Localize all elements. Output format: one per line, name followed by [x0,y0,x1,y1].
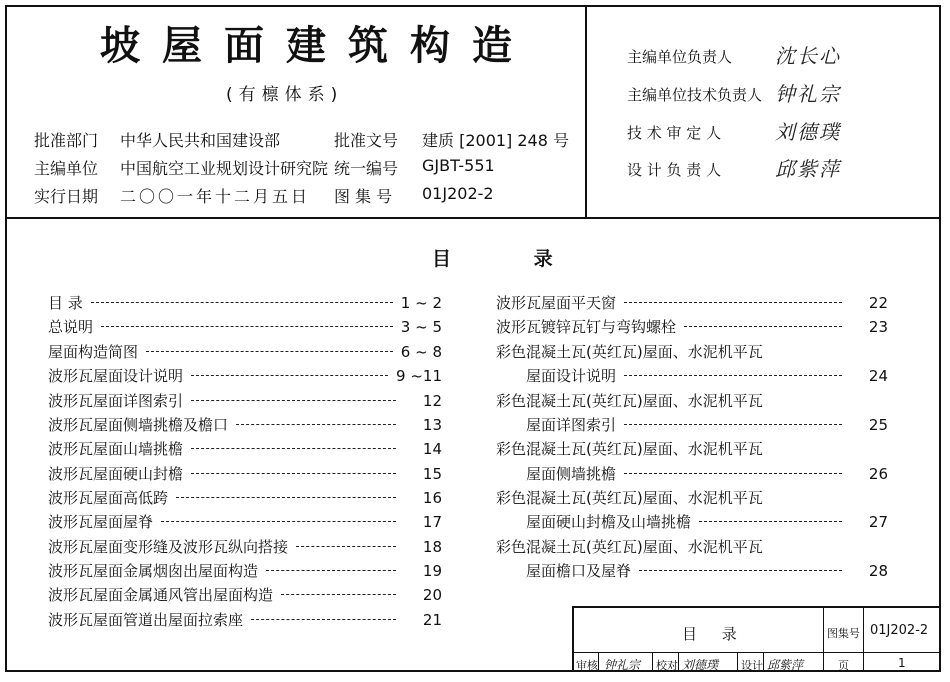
page-title: 坡屋面建筑构造 [100,23,534,69]
unified-no-label: 统一编号 [334,159,399,178]
leader-line [624,473,842,474]
responsible-role: 技 术 审 定 人 [627,124,722,142]
leader-line [91,302,393,303]
toc-entry[interactable] [496,292,888,314]
toc-entry[interactable] [48,560,442,582]
title-block-cell-rule [737,652,738,672]
toc-entry-page: 24 [868,367,888,385]
toc-entry-label: 波形瓦屋面设计说明 [48,367,184,385]
toc-entry-label: 屋面硬山封檐及山墙挑檐 [526,513,692,531]
toc-entry[interactable] [526,463,888,485]
toc-entry-heading: 彩色混凝土瓦(英红瓦)屋面、水泥机平瓦 [496,392,763,410]
responsible-signature: 钟礼宗 [775,82,841,106]
toc-entry-heading: 彩色混凝土瓦(英红瓦)屋面、水泥机平瓦 [496,538,763,556]
toc-entry[interactable] [48,609,442,631]
toc-entry-heading: 彩色混凝土瓦(英红瓦)屋面、水泥机平瓦 [496,343,763,361]
leader-line [624,302,842,303]
atlas-label: 图集号 [827,627,860,640]
atlas-no-label: 图 集 号 [334,187,393,206]
leader-line [266,570,396,571]
editor-unit-value: 中国航空工业规划设计研究院 [120,159,329,178]
toc-entry-page: 22 [868,294,888,312]
leader-line [296,546,396,547]
toc-entry-label: 屋面设计说明 [526,367,617,385]
header-divider [5,217,941,219]
toc-entry-heading: 彩色混凝土瓦(英红瓦)屋面、水泥机平瓦 [496,440,763,458]
toc-entry[interactable] [48,365,442,387]
leader-line [624,375,842,376]
toc-entry[interactable] [526,560,888,582]
design-signature: 邱紫萍 [767,658,804,672]
toc-entry[interactable] [48,536,442,558]
leader-line [161,521,396,522]
title-block-top-rule [572,606,940,608]
toc-entry-label: 屋面构造简图 [48,343,139,361]
effective-date-label: 实行日期 [34,187,99,206]
toc-entry[interactable] [526,414,888,436]
toc-entry-page: 27 [868,513,888,531]
title-block-cell-rule [652,652,653,672]
toc-entry[interactable] [526,511,888,533]
toc-entry[interactable] [48,341,442,363]
toc-entry-label: 波形瓦屋面金属通风管出屋面构造 [48,586,274,604]
leader-line [684,326,842,327]
toc-entry-label: 波形瓦屋面平天窗 [496,294,617,312]
toc-entry-page: 19 [422,562,442,580]
toc-entry[interactable] [48,316,442,338]
leader-line [101,326,393,327]
responsible-signature: 刘德璞 [775,120,841,144]
responsible-signature: 邱紫萍 [775,157,841,181]
toc-entry-page: 9 ~11 [396,367,442,385]
toc-entry-page: 12 [422,392,442,410]
title-block-left-rule [572,606,574,672]
toc-entry-heading: 彩色混凝土瓦(英红瓦)屋面、水泥机平瓦 [496,489,763,507]
toc-entry-page: 25 [868,416,888,434]
toc-entry-page: 3 ~ 5 [400,318,442,336]
leader-line [191,473,396,474]
toc-entry-label: 屋面详图索引 [526,416,617,434]
toc-entry[interactable] [48,292,442,314]
leader-line [251,619,396,620]
toc-entry-label: 波形瓦屋面硬山封檐 [48,465,184,483]
toc-entry-label: 波形瓦屋面屋脊 [48,513,154,531]
toc-entry[interactable] [48,390,442,412]
toc-entry-page: 16 [422,489,442,507]
toc-entry-page: 13 [422,416,442,434]
header-column-divider [585,5,587,218]
toc-entry-label: 波形瓦屋面变形缝及波形瓦纵向搭接 [48,538,289,556]
effective-date-value: 二〇〇一年十二月五日 [120,187,311,206]
toc-entry-page: 15 [422,465,442,483]
toc-entry[interactable] [48,463,442,485]
check-signature: 刘德璞 [682,658,719,672]
editor-unit-label: 主编单位 [34,159,99,178]
responsible-signature: 沈长心 [775,44,841,68]
toc-entry-page: 17 [422,513,442,531]
responsible-role: 设 计 负 责 人 [627,161,722,179]
leader-line [176,497,396,498]
review-label: 审核 [576,659,598,672]
toc-entry-page: 21 [422,611,442,629]
toc-entry-label: 波形瓦屋面详图索引 [48,392,184,410]
leader-line [191,400,396,401]
toc-entry-page: 6 ~ 8 [400,343,442,361]
toc-heading: 目 录 [432,248,591,270]
approval-dept-label: 批准部门 [34,131,99,150]
title-block-cell-rule [763,652,764,672]
approval-dept-value: 中华人民共和国建设部 [120,131,281,150]
toc-entry-label: 屋面檐口及屋脊 [526,562,632,580]
responsible-role: 主编单位技术负责人 [627,86,763,104]
design-label: 设计 [741,659,763,672]
title-block-col-rule [823,606,824,672]
toc-entry-page: 1 ~ 2 [400,294,442,312]
atlas-value: 01J202-2 [870,623,929,638]
leader-line [639,570,842,571]
toc-entry-page: 23 [868,318,888,336]
toc-entry-label: 波形瓦镀锌瓦钉与弯钩螺栓 [496,318,677,336]
toc-entry[interactable] [48,487,442,509]
check-label: 校对 [656,659,678,672]
leader-line [146,351,393,352]
toc-entry-label: 波形瓦屋面山墙挑檐 [48,440,184,458]
toc-entry-label: 屋面侧墙挑檐 [526,465,617,483]
title-block-cell-rule [678,652,679,672]
leader-line [281,594,396,595]
toc-entry[interactable] [526,365,888,387]
toc-entry[interactable] [48,584,442,606]
toc-entry-label: 波形瓦屋面管道出屋面拉索座 [48,611,244,629]
toc-entry-page: 26 [868,465,888,483]
responsible-role: 主编单位负责人 [627,48,733,66]
toc-entry-page: 14 [422,440,442,458]
page-label: 页 [838,659,849,672]
toc-entry[interactable] [496,316,888,338]
title-block-mid-rule [572,652,940,653]
leader-line [624,424,842,425]
toc-entry-page: 20 [422,586,442,604]
toc-entry[interactable] [48,438,442,460]
unified-no-value: GJBT-551 [422,156,495,175]
leader-line [236,424,396,425]
approval-doc-value: 建质 [2001] 248 号 [422,131,570,150]
toc-entry-label: 波形瓦屋面金属烟囱出屋面构造 [48,562,259,580]
title-block-cell-rule [598,652,599,672]
toc-entry-label: 波形瓦屋面高低跨 [48,489,169,507]
leader-line [191,375,388,376]
toc-entry[interactable] [48,414,442,436]
toc-entry-label: 波形瓦屋面侧墙挑檐及檐口 [48,416,229,434]
page-number: 1 [898,656,906,670]
approval-doc-label: 批准文号 [334,131,399,150]
toc-entry-label: 目 录 [48,294,83,312]
leader-line [699,521,842,522]
page-subtitle: (有檩体系) [226,85,344,105]
toc-entry-page: 28 [868,562,888,580]
toc-entry-label: 总说明 [48,318,94,336]
toc-entry[interactable] [48,511,442,533]
atlas-no-value: 01J202-2 [422,184,494,203]
drawing-name: 目 录 [682,625,747,643]
review-signature: 钟礼宗 [604,658,641,672]
toc-entry-page: 18 [422,538,442,556]
title-block-col-rule [863,606,864,672]
leader-line [191,448,396,449]
